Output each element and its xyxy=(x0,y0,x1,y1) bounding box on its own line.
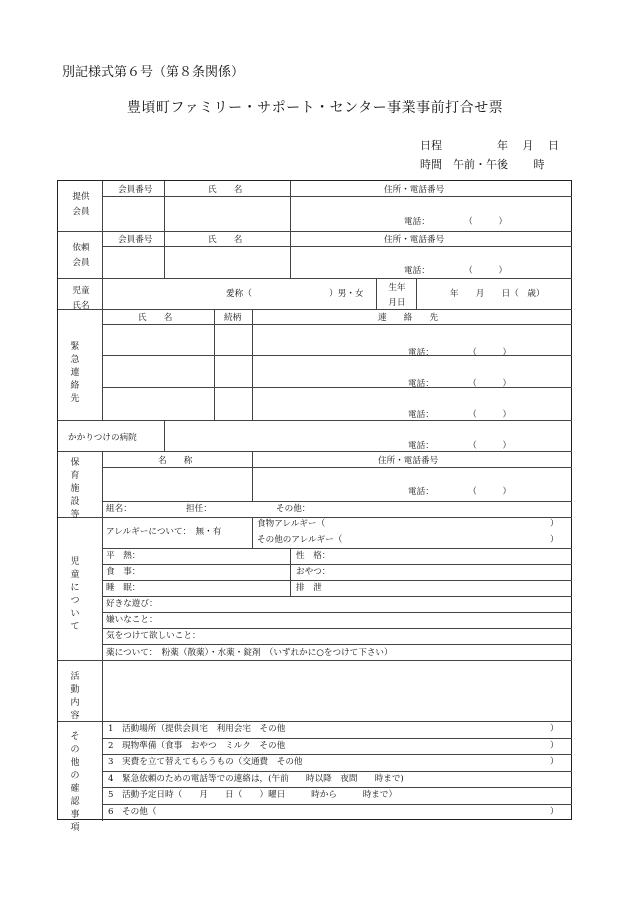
grid-line xyxy=(58,451,572,452)
grid-line xyxy=(58,660,572,661)
food-allergy-close: ） xyxy=(550,519,559,529)
form-number-label: 別記様式第６号（第８条関係） xyxy=(62,65,245,80)
fever-field: 平 熱： xyxy=(106,551,141,561)
requester-member-no-header: 会員番号 xyxy=(118,235,153,245)
grid-line xyxy=(102,501,572,502)
birth-date-label: 生年 月日 xyxy=(388,283,406,309)
grid-line xyxy=(102,181,103,420)
grid-line xyxy=(102,564,572,565)
other-item-row: 1 活動場所（提供会員宅 利用会宅 その他 xyxy=(108,724,286,734)
grid-line xyxy=(290,548,291,596)
facility-name-header: 名 称 xyxy=(158,456,193,466)
emergency-contact-label: 緊 急 連 絡 先 xyxy=(70,342,80,405)
facility-phone: 電話： （ ） xyxy=(408,487,512,497)
grid-line xyxy=(214,309,215,420)
grid-line xyxy=(102,196,572,197)
grid-line xyxy=(164,420,165,451)
grid-line xyxy=(58,721,572,722)
hospital-phone: 電話： （ ） xyxy=(408,441,512,451)
hospital-label: かかりつけの病院 xyxy=(68,433,137,443)
emergency-name-header: 氏 名 xyxy=(138,313,173,323)
provider-phone: 電話： （ ） xyxy=(404,217,508,227)
child-info-label: 児 童 に つ い て xyxy=(70,557,80,633)
schedule-time: 時間 午前・午後 時 xyxy=(420,158,545,171)
grid-line xyxy=(102,467,572,468)
schedule-date: 日程 年 月 日 xyxy=(420,139,559,152)
schedule-block xyxy=(420,137,559,174)
grid-line xyxy=(102,612,572,613)
other-item-close-paren: ） xyxy=(550,807,559,817)
requester-phone: 電話： （ ） xyxy=(404,266,508,276)
grid-line xyxy=(58,420,572,421)
other-item-close-paren: ） xyxy=(550,757,559,767)
grid-line xyxy=(252,309,253,420)
emergency-phone-3: 電話： （ ） xyxy=(408,410,512,420)
meal-field: 食 事： xyxy=(106,567,141,577)
emergency-phone-2: 電話： （ ） xyxy=(408,379,512,389)
grid-line xyxy=(290,181,291,278)
grid-line xyxy=(58,517,572,518)
grid-line xyxy=(58,231,572,232)
dislikes-field: 嫌いなこと： xyxy=(106,615,158,625)
emergency-contact-header: 連 絡 先 xyxy=(378,313,439,323)
grid-line xyxy=(58,309,572,310)
arrangement-form-table xyxy=(57,180,572,834)
snack-field: おやつ： xyxy=(296,567,331,577)
grid-line xyxy=(252,451,253,501)
toilet-field: 排 泄 xyxy=(296,583,322,593)
provider-name-header: 氏 名 xyxy=(208,185,243,195)
requester-address-header: 住所・電話番号 xyxy=(384,235,445,245)
provider-member-label: 提供 会員 xyxy=(72,192,90,217)
emergency-relation-header: 続柄 xyxy=(224,313,242,323)
grid-line xyxy=(252,517,253,548)
activity-label: 活 動 内 容 xyxy=(70,672,80,722)
grid-line xyxy=(376,278,377,309)
grid-line xyxy=(102,548,572,549)
other-item-row: 6 その他（ xyxy=(108,807,157,817)
grid-line xyxy=(102,580,572,581)
other-item-close-paren: ） xyxy=(550,724,559,734)
requester-name-header: 氏 名 xyxy=(208,235,243,245)
other-items-label: そ の 他 の 確 認 事 項 xyxy=(70,732,80,834)
grid-line xyxy=(102,771,572,772)
grid-line xyxy=(164,181,165,278)
child-name-label: 児童 氏名 xyxy=(72,286,90,311)
other-item-row: 4 緊急依頼のための電話等での連絡は，(午前 時以降 夜間 時まで) xyxy=(108,774,404,784)
provider-address-header: 住所・電話番号 xyxy=(384,185,445,195)
facility-class: 組名： xyxy=(106,504,132,514)
grid-line xyxy=(416,278,417,309)
grid-line xyxy=(102,787,572,788)
child-nickname-gender: 愛称（ ）男・女 xyxy=(226,289,364,299)
grid-line xyxy=(102,804,572,805)
grid-line xyxy=(102,246,572,247)
favorite-play-field: 好きな遊び： xyxy=(106,599,158,609)
grid-line xyxy=(102,596,572,597)
grid-line xyxy=(102,644,572,645)
grid-line xyxy=(102,324,572,325)
facility-teacher: 担任： xyxy=(186,504,212,514)
sleep-field: 睡 眠： xyxy=(106,583,141,593)
medicine-field: 薬について： 粉薬（散薬）・水薬・錠剤 （いずれかに○をつけて下さい） xyxy=(106,648,393,658)
form-title: 豊頃町ファミリー・サポート・センター事業事前打合せ票 xyxy=(126,100,504,116)
facility-label: 保 育 施 設 等 xyxy=(70,458,80,521)
birth-date-value: 年 月 日（ 歳） xyxy=(450,289,545,299)
provider-member-no-header: 会員番号 xyxy=(118,185,153,195)
requester-member-label: 依頼 会員 xyxy=(72,243,90,268)
other-item-close-paren: ） xyxy=(550,741,559,751)
grid-line xyxy=(102,451,103,821)
other-item-row: 2 現物準備（食事 おやつ ミルク その他 xyxy=(108,741,286,751)
cautions-field: 気をつけて欲しいこと： xyxy=(106,631,201,641)
grid-line xyxy=(102,628,572,629)
allergy-question: アレルギーについて： 無・有 xyxy=(106,527,222,537)
food-allergy: 食物アレルギー（ xyxy=(257,519,326,529)
other-item-row: 3 実費を立て替えてもらうもの（交通費 その他 xyxy=(108,757,303,767)
other-allergy: その他のアレルギー（ xyxy=(257,535,343,545)
emergency-phone-1: 電話： （ ） xyxy=(408,348,512,358)
grid-line xyxy=(102,738,572,739)
personality-field: 性 格： xyxy=(296,551,331,561)
facility-other: その他： xyxy=(276,504,311,514)
facility-address-header: 住所・電話番号 xyxy=(378,456,439,466)
other-allergy-close: ） xyxy=(550,535,559,545)
grid-line xyxy=(102,754,572,755)
grid-line xyxy=(58,278,572,279)
other-item-row: 5 活動予定日時（ 月 日（ ）曜日 時から 時まで） xyxy=(108,790,398,800)
